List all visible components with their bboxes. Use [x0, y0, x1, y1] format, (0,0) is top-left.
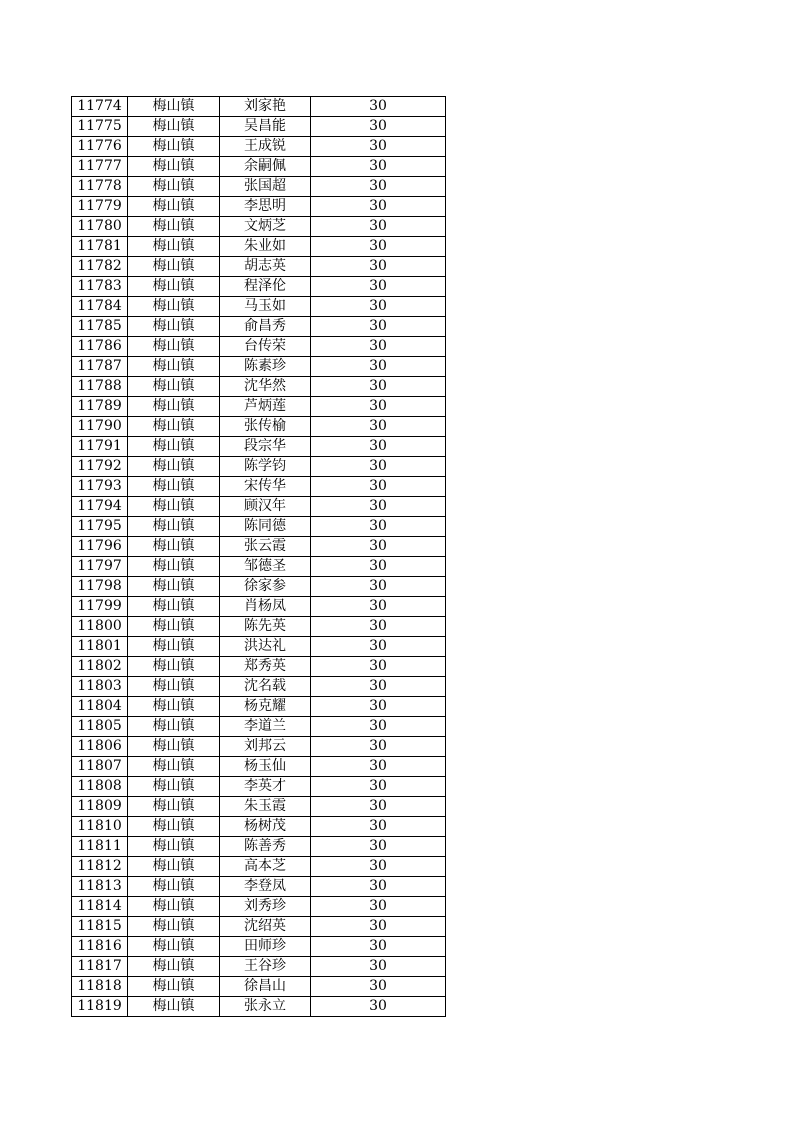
table-row	[72, 157, 446, 177]
name-cell: 胡志英	[220, 257, 311, 277]
row-id-cell: 11819	[72, 997, 128, 1017]
town-cell: 梅山镇	[128, 197, 220, 217]
row-id-cell: 11785	[72, 317, 128, 337]
town-cell: 梅山镇	[128, 897, 220, 917]
table-row	[72, 897, 446, 917]
amount-cell: 30	[311, 397, 446, 417]
town-cell: 梅山镇	[128, 937, 220, 957]
town-cell: 梅山镇	[128, 877, 220, 897]
table-row	[72, 217, 446, 237]
town-cell: 梅山镇	[128, 97, 220, 117]
amount-cell: 30	[311, 157, 446, 177]
table-row	[72, 997, 446, 1017]
name-cell: 王谷珍	[220, 957, 311, 977]
amount-cell: 30	[311, 877, 446, 897]
amount-cell: 30	[311, 297, 446, 317]
table-row	[72, 617, 446, 637]
table-row	[72, 137, 446, 157]
amount-cell: 30	[311, 977, 446, 997]
amount-cell: 30	[311, 717, 446, 737]
name-cell: 杨克耀	[220, 697, 311, 717]
town-cell: 梅山镇	[128, 317, 220, 337]
name-cell: 张云霞	[220, 537, 311, 557]
town-cell: 梅山镇	[128, 817, 220, 837]
row-id-cell: 11797	[72, 557, 128, 577]
table-row	[72, 117, 446, 137]
town-cell: 梅山镇	[128, 397, 220, 417]
amount-cell: 30	[311, 137, 446, 157]
name-cell: 张国超	[220, 177, 311, 197]
amount-cell: 30	[311, 617, 446, 637]
name-cell: 程泽伦	[220, 277, 311, 297]
name-cell: 朱业如	[220, 237, 311, 257]
name-cell: 李登凤	[220, 877, 311, 897]
amount-cell: 30	[311, 817, 446, 837]
row-id-cell: 11777	[72, 157, 128, 177]
amount-cell: 30	[311, 357, 446, 377]
row-id-cell: 11796	[72, 537, 128, 557]
row-id-cell: 11781	[72, 237, 128, 257]
row-id-cell: 11776	[72, 137, 128, 157]
amount-cell: 30	[311, 177, 446, 197]
amount-cell: 30	[311, 237, 446, 257]
table-row	[72, 177, 446, 197]
row-id-cell: 11792	[72, 457, 128, 477]
town-cell: 梅山镇	[128, 497, 220, 517]
table-body	[72, 97, 446, 1017]
table-row	[72, 857, 446, 877]
name-cell: 陈学钧	[220, 457, 311, 477]
row-id-cell: 11803	[72, 677, 128, 697]
amount-cell: 30	[311, 437, 446, 457]
name-cell: 陈素珍	[220, 357, 311, 377]
row-id-cell: 11787	[72, 357, 128, 377]
name-cell: 田师珍	[220, 937, 311, 957]
row-id-cell: 11811	[72, 837, 128, 857]
table-row	[72, 597, 446, 617]
table-row	[72, 517, 446, 537]
town-cell: 梅山镇	[128, 577, 220, 597]
town-cell: 梅山镇	[128, 257, 220, 277]
town-cell: 梅山镇	[128, 477, 220, 497]
amount-cell: 30	[311, 857, 446, 877]
town-cell: 梅山镇	[128, 917, 220, 937]
town-cell: 梅山镇	[128, 337, 220, 357]
town-cell: 梅山镇	[128, 857, 220, 877]
town-cell: 梅山镇	[128, 677, 220, 697]
name-cell: 陈同德	[220, 517, 311, 537]
name-cell: 马玉如	[220, 297, 311, 317]
table-row	[72, 757, 446, 777]
amount-cell: 30	[311, 597, 446, 617]
amount-cell: 30	[311, 557, 446, 577]
name-cell: 徐昌山	[220, 977, 311, 997]
name-cell: 李思明	[220, 197, 311, 217]
table-row	[72, 397, 446, 417]
amount-cell: 30	[311, 217, 446, 237]
row-id-cell: 11812	[72, 857, 128, 877]
amount-cell: 30	[311, 917, 446, 937]
row-id-cell: 11791	[72, 437, 128, 457]
town-cell: 梅山镇	[128, 757, 220, 777]
amount-cell: 30	[311, 677, 446, 697]
town-cell: 梅山镇	[128, 457, 220, 477]
town-cell: 梅山镇	[128, 837, 220, 857]
amount-cell: 30	[311, 477, 446, 497]
table-row	[72, 877, 446, 897]
table-row	[72, 477, 446, 497]
town-cell: 梅山镇	[128, 977, 220, 997]
table-row	[72, 437, 446, 457]
town-cell: 梅山镇	[128, 377, 220, 397]
amount-cell: 30	[311, 97, 446, 117]
row-id-cell: 11800	[72, 617, 128, 637]
town-cell: 梅山镇	[128, 797, 220, 817]
town-cell: 梅山镇	[128, 697, 220, 717]
amount-cell: 30	[311, 897, 446, 917]
town-cell: 梅山镇	[128, 437, 220, 457]
name-cell: 顾汉年	[220, 497, 311, 517]
row-id-cell: 11810	[72, 817, 128, 837]
amount-cell: 30	[311, 577, 446, 597]
town-cell: 梅山镇	[128, 737, 220, 757]
name-cell: 高本芝	[220, 857, 311, 877]
name-cell: 文炳芝	[220, 217, 311, 237]
table-row	[72, 977, 446, 997]
town-cell: 梅山镇	[128, 217, 220, 237]
amount-cell: 30	[311, 417, 446, 437]
name-cell: 陈善秀	[220, 837, 311, 857]
town-cell: 梅山镇	[128, 357, 220, 377]
amount-cell: 30	[311, 257, 446, 277]
amount-cell: 30	[311, 317, 446, 337]
data-table	[71, 96, 446, 1017]
table-row	[72, 197, 446, 217]
name-cell: 邹德圣	[220, 557, 311, 577]
row-id-cell: 11789	[72, 397, 128, 417]
row-id-cell: 11780	[72, 217, 128, 237]
row-id-cell: 11779	[72, 197, 128, 217]
town-cell: 梅山镇	[128, 957, 220, 977]
name-cell: 芦炳莲	[220, 397, 311, 417]
table-row	[72, 677, 446, 697]
table-row	[72, 917, 446, 937]
name-cell: 沈华然	[220, 377, 311, 397]
row-id-cell: 11816	[72, 937, 128, 957]
table-row	[72, 837, 446, 857]
amount-cell: 30	[311, 377, 446, 397]
row-id-cell: 11801	[72, 637, 128, 657]
row-id-cell: 11793	[72, 477, 128, 497]
town-cell: 梅山镇	[128, 997, 220, 1017]
row-id-cell: 11799	[72, 597, 128, 617]
table-row	[72, 777, 446, 797]
town-cell: 梅山镇	[128, 157, 220, 177]
name-cell: 李道兰	[220, 717, 311, 737]
table-row	[72, 277, 446, 297]
table-row	[72, 557, 446, 577]
row-id-cell: 11806	[72, 737, 128, 757]
table-row	[72, 697, 446, 717]
town-cell: 梅山镇	[128, 137, 220, 157]
amount-cell: 30	[311, 277, 446, 297]
row-id-cell: 11782	[72, 257, 128, 277]
amount-cell: 30	[311, 497, 446, 517]
amount-cell: 30	[311, 797, 446, 817]
town-cell: 梅山镇	[128, 637, 220, 657]
town-cell: 梅山镇	[128, 117, 220, 137]
name-cell: 王成锐	[220, 137, 311, 157]
town-cell: 梅山镇	[128, 537, 220, 557]
amount-cell: 30	[311, 657, 446, 677]
table-row	[72, 737, 446, 757]
town-cell: 梅山镇	[128, 597, 220, 617]
row-id-cell: 11788	[72, 377, 128, 397]
name-cell: 李英才	[220, 777, 311, 797]
town-cell: 梅山镇	[128, 557, 220, 577]
amount-cell: 30	[311, 637, 446, 657]
name-cell: 刘邦云	[220, 737, 311, 757]
table-row	[72, 537, 446, 557]
town-cell: 梅山镇	[128, 617, 220, 637]
row-id-cell: 11795	[72, 517, 128, 537]
name-cell: 余嗣佩	[220, 157, 311, 177]
table-row	[72, 417, 446, 437]
table-row	[72, 797, 446, 817]
name-cell: 刘秀珍	[220, 897, 311, 917]
town-cell: 梅山镇	[128, 177, 220, 197]
name-cell: 沈绍英	[220, 917, 311, 937]
amount-cell: 30	[311, 737, 446, 757]
name-cell: 洪达礼	[220, 637, 311, 657]
row-id-cell: 11807	[72, 757, 128, 777]
name-cell: 刘家艳	[220, 97, 311, 117]
row-id-cell: 11814	[72, 897, 128, 917]
table-row	[72, 717, 446, 737]
amount-cell: 30	[311, 777, 446, 797]
row-id-cell: 11794	[72, 497, 128, 517]
town-cell: 梅山镇	[128, 237, 220, 257]
row-id-cell: 11809	[72, 797, 128, 817]
amount-cell: 30	[311, 697, 446, 717]
row-id-cell: 11786	[72, 337, 128, 357]
table-row	[72, 577, 446, 597]
table-row	[72, 237, 446, 257]
row-id-cell: 11790	[72, 417, 128, 437]
table-row	[72, 377, 446, 397]
name-cell: 郑秀英	[220, 657, 311, 677]
table-row	[72, 97, 446, 117]
amount-cell: 30	[311, 537, 446, 557]
row-id-cell: 11775	[72, 117, 128, 137]
table-row	[72, 257, 446, 277]
table-row	[72, 657, 446, 677]
row-id-cell: 11783	[72, 277, 128, 297]
table-row	[72, 817, 446, 837]
table-row	[72, 497, 446, 517]
table-row	[72, 337, 446, 357]
amount-cell: 30	[311, 957, 446, 977]
name-cell: 段宗华	[220, 437, 311, 457]
amount-cell: 30	[311, 457, 446, 477]
amount-cell: 30	[311, 837, 446, 857]
town-cell: 梅山镇	[128, 517, 220, 537]
row-id-cell: 11804	[72, 697, 128, 717]
row-id-cell: 11818	[72, 977, 128, 997]
town-cell: 梅山镇	[128, 417, 220, 437]
name-cell: 杨树茂	[220, 817, 311, 837]
table-row	[72, 457, 446, 477]
town-cell: 梅山镇	[128, 717, 220, 737]
amount-cell: 30	[311, 757, 446, 777]
name-cell: 朱玉霞	[220, 797, 311, 817]
row-id-cell: 11784	[72, 297, 128, 317]
amount-cell: 30	[311, 517, 446, 537]
name-cell: 肖杨凤	[220, 597, 311, 617]
table-row	[72, 937, 446, 957]
town-cell: 梅山镇	[128, 277, 220, 297]
amount-cell: 30	[311, 997, 446, 1017]
town-cell: 梅山镇	[128, 657, 220, 677]
name-cell: 宋传华	[220, 477, 311, 497]
name-cell: 沈名载	[220, 677, 311, 697]
amount-cell: 30	[311, 197, 446, 217]
row-id-cell: 11778	[72, 177, 128, 197]
row-id-cell: 11802	[72, 657, 128, 677]
row-id-cell: 11815	[72, 917, 128, 937]
name-cell: 台传荣	[220, 337, 311, 357]
amount-cell: 30	[311, 117, 446, 137]
row-id-cell: 11805	[72, 717, 128, 737]
amount-cell: 30	[311, 337, 446, 357]
row-id-cell: 11798	[72, 577, 128, 597]
amount-cell: 30	[311, 937, 446, 957]
name-cell: 陈先英	[220, 617, 311, 637]
table-row	[72, 297, 446, 317]
name-cell: 吴昌能	[220, 117, 311, 137]
name-cell: 张永立	[220, 997, 311, 1017]
row-id-cell: 11817	[72, 957, 128, 977]
row-id-cell: 11808	[72, 777, 128, 797]
row-id-cell: 11774	[72, 97, 128, 117]
town-cell: 梅山镇	[128, 777, 220, 797]
table-row	[72, 317, 446, 337]
table-row	[72, 357, 446, 377]
name-cell: 杨玉仙	[220, 757, 311, 777]
table-row	[72, 637, 446, 657]
name-cell: 徐家参	[220, 577, 311, 597]
town-cell: 梅山镇	[128, 297, 220, 317]
name-cell: 张传榆	[220, 417, 311, 437]
name-cell: 俞昌秀	[220, 317, 311, 337]
table-row	[72, 957, 446, 977]
row-id-cell: 11813	[72, 877, 128, 897]
